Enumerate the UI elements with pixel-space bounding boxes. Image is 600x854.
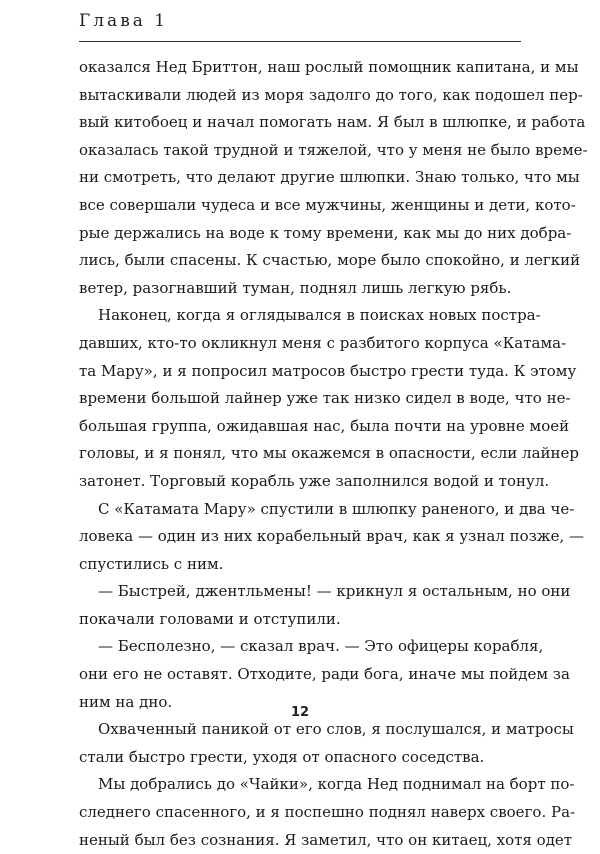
text-line: лись, были спасены. К счастью, море было спокойно, и легкий	[79, 251, 581, 270]
page-number: 12	[290, 705, 310, 720]
text-line: вый китобоец и начал помогать нам. Я был в шлюпке, и работа	[79, 113, 586, 132]
text-line: большая группа, ожидавшая нас, была почти на уровне моей	[79, 416, 570, 435]
text-line: ветер, разогнавший туман, поднял лишь легкую рябь.	[79, 278, 512, 297]
text-line: неный был без сознания. Я заметил, что он китаец, хотя одет	[79, 830, 573, 849]
text-line: все совершали чудеса и все мужчины, женщины и дети, кото-	[79, 195, 576, 214]
text-line: рые держались на воде к тому времени, как мы до них добра-	[79, 223, 572, 242]
text-line: ним на дно.	[79, 692, 173, 711]
text-line: ни смотреть, что делают другие шлюпки. Знаю только, что мы	[79, 168, 580, 187]
text-line: Охваченный паникой от его слов, я послушался, и матросы	[98, 720, 574, 739]
text-line: вытаскивали людей из моря задолго до того, как подошел пер-	[79, 85, 583, 104]
text-line: С «Катамата Мару» спустили в шлюпку раненого, и два че-	[98, 499, 575, 518]
text-line: покачали головами и отступили.	[79, 609, 341, 628]
text-line: ловека — один из них корабельный врач, как я узнал позже, —	[79, 527, 584, 546]
text-line: оказалась такой трудной и тяжелой, что у меня не было време-	[79, 140, 588, 159]
text-line: Наконец, когда я оглядывался в поисках новых постра-	[98, 306, 541, 325]
text-line: времени большой лайнер уже так низко сидел в воде, что не-	[79, 389, 571, 408]
text-line: оказался Нед Бриттон, наш рослый помощник капитана, и мы	[79, 58, 579, 76]
text-line: давших, кто-то окликнул меня с разбитого корпуса «Катама-	[79, 333, 567, 352]
text-line: головы, и я понял, что мы окажемся в опасности, если лайнер	[79, 444, 579, 463]
text-line: затонет. Торговый корабль уже заполнился водой и тонул.	[79, 471, 550, 490]
text-line: та Мару», и я попросил матросов быстро грести туда. К этому	[79, 361, 577, 380]
text-line: — Быстрей, джентльмены! — крикнул я остальным, но они	[98, 582, 571, 601]
chapter-title: Глава 1	[79, 11, 169, 31]
text-line: спустились с ним.	[79, 554, 224, 573]
text-line: стали быстро грести, уходя от опасного соседства.	[79, 747, 485, 766]
body-text	[79, 54, 588, 854]
running-header	[79, 10, 521, 40]
text-line: они его не оставят. Отходите, ради бога, иначе мы пойдем за	[79, 665, 570, 684]
text-line: — Бесполезно, — сказал врач. — Это офицеры корабля,	[98, 637, 544, 656]
text-line: Мы добрались до «Чайки», когда Нед поднимал на борт по-	[98, 775, 575, 794]
text-line: следнего спасенного, и я поспешно поднял наверх своего. Ра-	[79, 803, 576, 822]
header-rule	[79, 41, 521, 42]
